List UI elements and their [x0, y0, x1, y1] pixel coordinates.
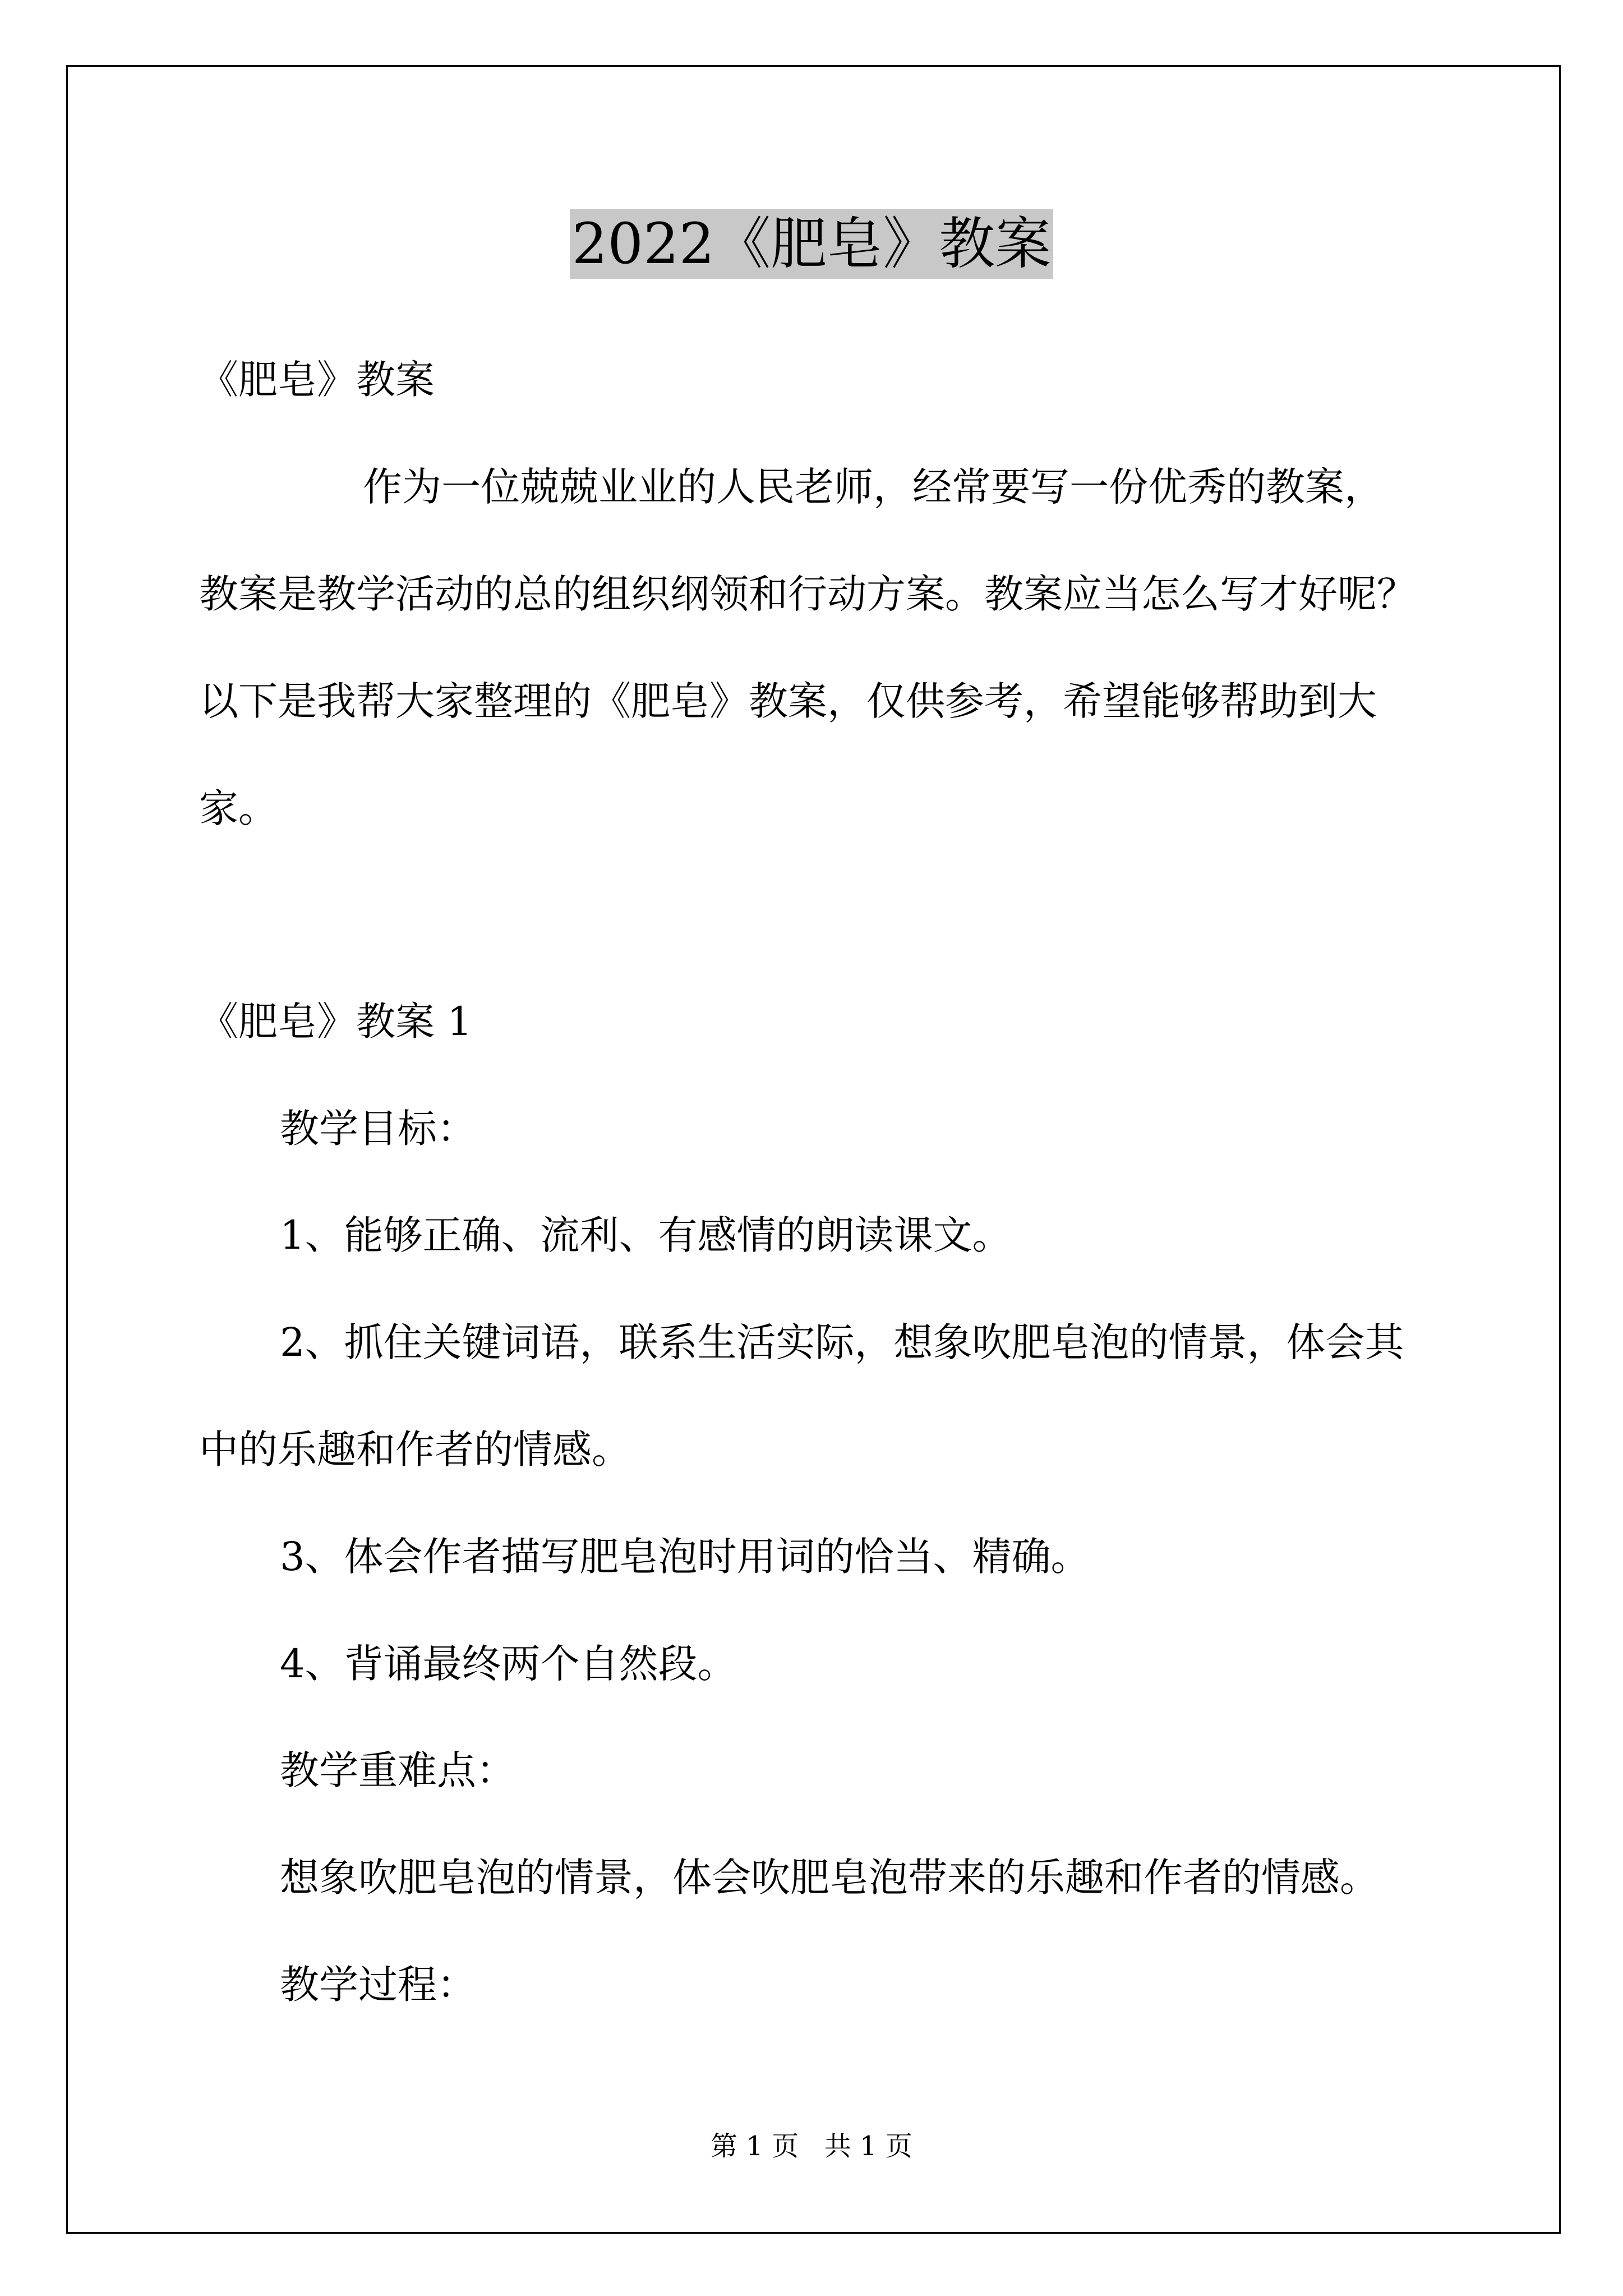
goals-heading: 教学目标：: [280, 1106, 476, 1152]
goal-3: 3、体会作者描写肥皂泡时用词的恰当、精确。: [280, 1534, 1090, 1580]
intro-line-1: 作为一位兢兢业业的人民老师，经常要写一份优秀的教案，: [363, 464, 1384, 510]
goal-1: 1、能够正确、流利、有感情的朗读课文。: [280, 1212, 1012, 1258]
intro-line-4: 家。: [199, 785, 278, 831]
section-heading: 《肥皂》教案 1: [199, 999, 472, 1045]
goal-2-line-2: 中的乐趣和作者的情感。: [199, 1427, 631, 1473]
goal-2-line-1: 2、抓住关键词语，联系生活实际，想象吹肥皂泡的情景，体会其: [280, 1319, 1404, 1365]
intro-line-2: 教案是教学活动的总的组织纲领和行动方案。教案应当怎么写才好呢？: [199, 571, 1416, 617]
document-subtitle: 《肥皂》教案: [199, 357, 435, 403]
difficulty-text: 想象吹肥皂泡的情景，体会吹肥皂泡带来的乐趣和作者的情感。: [280, 1855, 1379, 1901]
goal-4: 4、背诵最终两个自然段。: [280, 1641, 737, 1687]
intro-line-3: 以下是我帮大家整理的《肥皂》教案，仅供参考，希望能够帮助到大: [199, 678, 1377, 724]
title-container: [0, 209, 1623, 279]
process-heading: 教学过程：: [280, 1962, 476, 2008]
document-title: 2022《肥皂》教案: [570, 209, 1054, 279]
page-footer: 第 1 页 共 1 页: [711, 2131, 912, 2162]
difficulty-heading: 教学重难点：: [280, 1747, 515, 1793]
